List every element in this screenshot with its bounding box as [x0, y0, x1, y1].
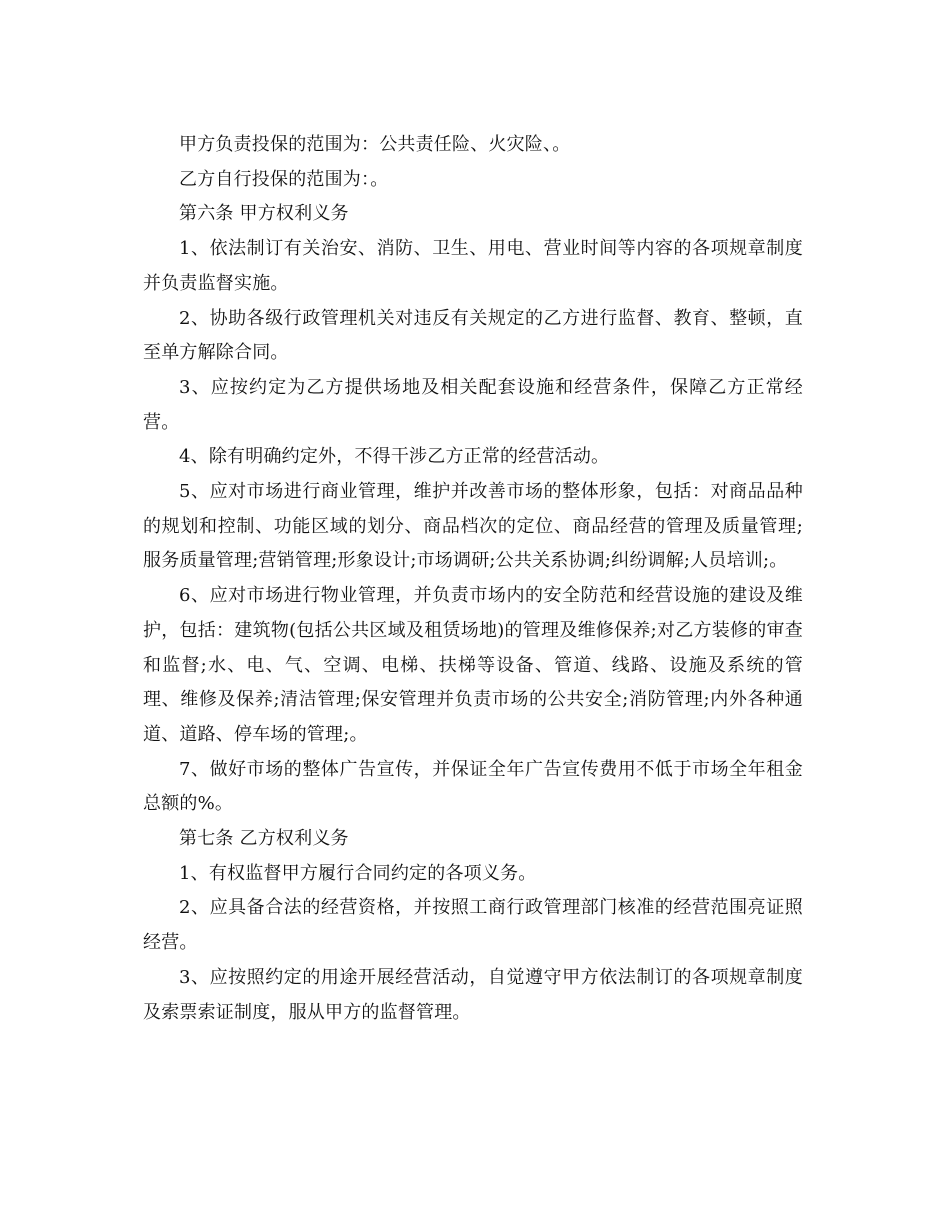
article-6-item-6: 6、应对市场进行物业管理，并负责市场内的安全防范和经营设施的建设及维护，包括：建筑物(包括公共区域及租赁场地)的管理及维修保养;对乙方装修的审查和监督;水、电、气、空调、电梯、扶梯等设备、管道、线路、设施及系统的管理、维修及保养;清洁管理;保安管理并负责市场的公共安全;消防管理;内外各种通道、道路、停车场的管理;。: [143, 585, 803, 745]
paragraph-insurance-party-b: 乙方自行投保的范围为：。: [179, 168, 389, 190]
document-body: [143, 128, 803, 1030]
article-7-item-2: 2、应具备合法的经营资格，并按照工商行政管理部门核准的经营范围亮证照经营。: [143, 897, 803, 954]
article-6-heading: 第六条 甲方权利义务: [179, 203, 349, 225]
article-6-item-5: 5、应对市场进行商业管理，维护并改善市场的整体形象，包括：对商品品种的规划和控制、功能区域的划分、商品档次的定位、商品经营的管理及质量管理;服务质量管理;营销管理;形象设计;市场调研;公共关系协调;纠纷调解;人员培训;。: [143, 481, 803, 572]
article-6-item-3: 3、应按约定为乙方提供场地及相关配套设施和经营条件，保障乙方正常经营。: [143, 376, 803, 433]
article-6-item-7: 7、做好市场的整体广告宣传，并保证全年广告宣传费用不低于市场全年租金总额的%。: [143, 758, 803, 815]
article-7-item-1: 1、有权监督甲方履行合同约定的各项义务。: [179, 862, 537, 884]
article-6-item-4: 4、除有明确约定外，不得干涉乙方正常的经营活动。: [179, 446, 610, 468]
article-7-item-3: 3、应按照约定的用途开展经营活动，自觉遵守甲方依法制订的各项规章制度及索票索证制度，服从甲方的监督管理。: [143, 966, 803, 1023]
paragraph-insurance-party-a: 甲方负责投保的范围为：公共责任险、火灾险、。: [179, 134, 571, 155]
article-6-item-2: 2、协助各级行政管理机关对违反有关规定的乙方进行监督、教育、整顿，直至单方解除合同。: [143, 307, 803, 364]
article-7-heading: 第七条 乙方权利义务: [179, 828, 349, 850]
article-6-item-1: 1、依法制订有关治安、消防、卫生、用电、营业时间等内容的各项规章制度并负责监督实施。: [143, 238, 803, 294]
